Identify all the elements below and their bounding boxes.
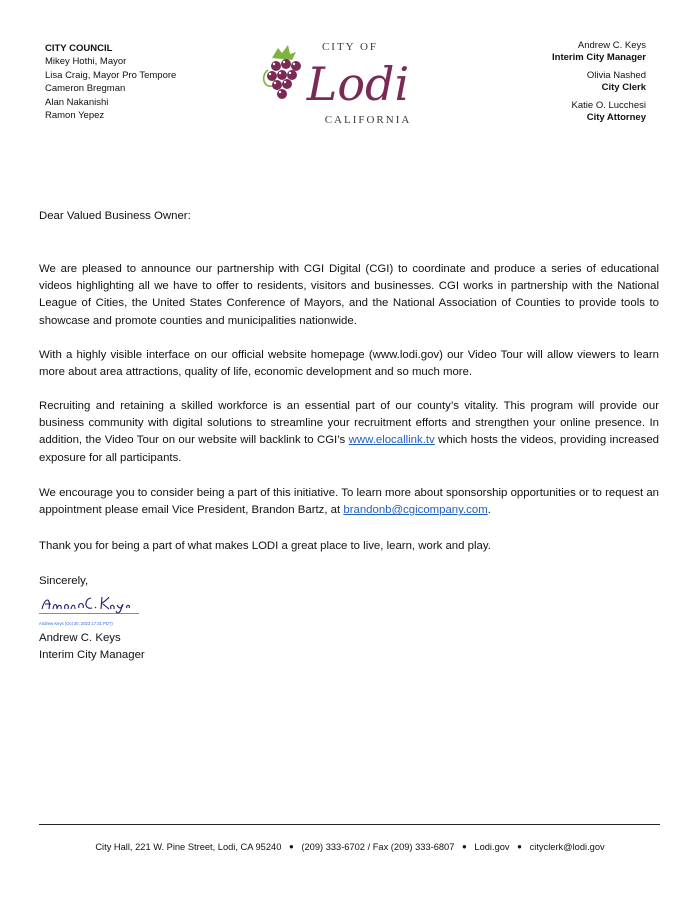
paragraph-text: which hosts the videos, providing increased exposure for all participants. [39, 434, 659, 464]
official-attorney [552, 100, 646, 124]
bullet-icon: ● [288, 842, 294, 851]
footer-divider [39, 824, 660, 825]
council-heading: CITY COUNCIL [45, 43, 113, 54]
paragraph-partnership: We are pleased to announce our partnership with CGI Digital (CGI) to coordinate and produce a series of educational videos highlighting all we have to offer to residents, visitors and businesses. CGI works in partnership with the National League of Cities, the United States Conference of Mayors, and the National Association of Counties to provide tools to showcase and promote counties and municipalities nationwide. [39, 263, 659, 327]
official-clerk [552, 70, 646, 94]
signature-block [39, 593, 141, 626]
footer-web: Lodi.gov [474, 842, 510, 852]
elocallink-link[interactable]: www.elocallink.tv [348, 434, 435, 447]
official-title: Interim City Manager [552, 52, 646, 63]
grape-leaf-icon [272, 45, 296, 60]
bullet-icon: ● [517, 842, 523, 851]
bullet-icon: ● [461, 842, 467, 851]
city-council-list [45, 42, 176, 122]
paragraph-text: Recruiting and retaining a skilled workforce is an essential part of our county’s vitality. This program will provide our business community with digital solutions to streamline your recruitment efforts and strengthen your online presence. In addition, the Video Tour on our website will backlink to CGI’s [39, 400, 659, 447]
salutation: Dear Valued Business Owner: [39, 210, 191, 222]
handwritten-signature [39, 593, 141, 615]
logo-california: CALIFORNIA [324, 114, 412, 126]
email-link[interactable]: brandonb@cgicompany.com [343, 504, 488, 517]
council-member: Lisa Craig, Mayor Pro Tempore [45, 69, 177, 81]
signer-title: Interim City Manager [39, 649, 145, 662]
logo-lodi: Lodi [306, 57, 410, 111]
council-member: Cameron Bregman [45, 83, 126, 95]
grape-cluster-icon [267, 59, 301, 99]
signer-name: Andrew C. Keys [39, 632, 121, 644]
paragraph-text: . [487, 504, 491, 517]
official-title: City Attorney [586, 112, 646, 123]
council-member: Alan Nakanishi [45, 96, 109, 108]
closing: Sincerely, [39, 575, 89, 587]
city-of-lodi-logo [258, 36, 428, 128]
council-member: Mikey Hothi, Mayor [45, 56, 127, 68]
official-name: Andrew C. Keys [577, 40, 646, 51]
paragraph-video-tour: With a highly visible interface on our official website homepage (www.lodi.gov) our Video Tour will allow viewers to learn more about area attractions, quality of life, economic development and so much more. [39, 349, 659, 379]
paragraph-workforce [39, 398, 659, 467]
council-member: Ramon Yepez [45, 110, 105, 122]
footer-address: City Hall, 221 W. Pine Street, Lodi, CA 95240 [95, 842, 282, 852]
signature-stamp: Andrew Keys (Oct 30, 2023 17:31 PDT) [39, 621, 113, 626]
official-name: Katie O. Lucchesi [571, 100, 646, 111]
official-manager [552, 40, 646, 64]
footer-phone: (209) 333-6702 / Fax (209) 333-6807 [301, 842, 455, 852]
city-officials-list [552, 40, 646, 130]
official-name: Olivia Nashed [586, 70, 646, 81]
signer-block [39, 630, 145, 664]
footer-email: cityclerk@lodi.gov [529, 842, 605, 852]
paragraph-text: We encourage you to consider being a part of this initiative. To learn more about sponsorship opportunities or to request an appointment please email Vice President, Brandon Bartz, at [39, 487, 659, 517]
logo-city-of: CITY OF [321, 41, 379, 53]
footer [0, 842, 700, 852]
paragraph-thanks: Thank you for being a part of what makes LODI a great place to live, learn, work and play. [39, 540, 491, 552]
official-title: City Clerk [601, 82, 646, 93]
paragraph-sponsorship [39, 485, 659, 519]
